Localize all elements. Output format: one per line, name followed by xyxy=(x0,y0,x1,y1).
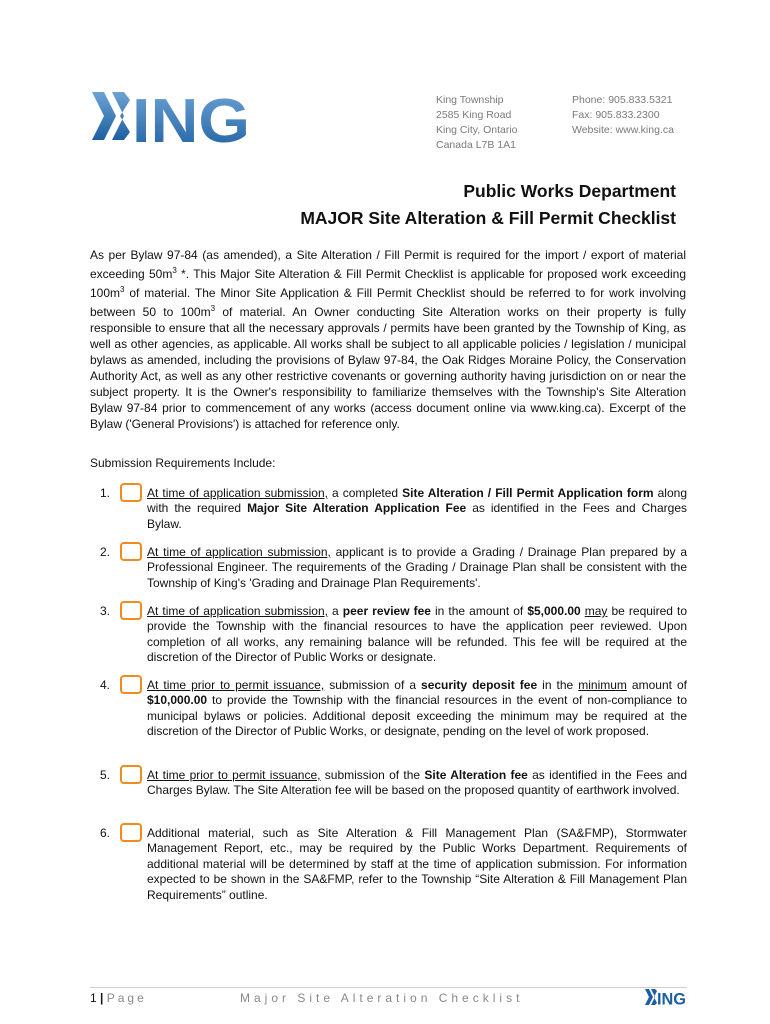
item-number: 1. xyxy=(100,486,111,500)
item-number: 5. xyxy=(100,768,111,782)
address-block xyxy=(436,93,518,153)
intro-paragraph: As per Bylaw 97-84 (as amended), a Site Alteration / Fill Permit is required for the import / export of material exceeding $50m^3$ *. This Major Site Alteration & Fill Permit Checklist is applicable for proposed work exceeding $100m^3$ of material. The Minor Site Application & Fill Permit Checklist should be referred to for work involving between 50 to $100m^3$ of material. An Owner conducting Site Alteration works on their property is fully responsible to ensure that all the necessary approvals / permits have been granted by the Township of King, as well as other agencies, as applicable. All works shall be subject to all applicable policies / legislation / municipal bylaws as amended, including the provisions of Bylaw 97-84, the Oak Ridges Moraine Policy, the Conservation Authority Act, as well as any other restrictive covenants or governing authority having jurisdiction on or near the subject property. It is the Owner's responsibility to familiarize themselves with the Township's Site Alteration Bylaw 97-84 prior to commencement of any works (access document online via www.king.ca). Excerpt of the Bylaw ('General Provisions') is attached for reference only. xyxy=(90,248,686,431)
address-line: King Township xyxy=(436,94,504,106)
item-text: At time prior to permit issuance, submission of the Site Alteration fee as identified in the Fees and Charges Bylaw. The Site Alteration fee will be based on the proposed quantity of earthwork involved. xyxy=(147,768,687,798)
address-line: King City, Ontario xyxy=(436,124,518,136)
department-title: Public Works Department xyxy=(463,181,676,201)
item-text: At time of application submission, a peer review fee in the amount of $5,000.00 may be required to provide the Township with the financial resources to have the application peer reviewed. Upon completion of all works, any remaining balance will be refunded. This fee will be required at the discretion of the Director of Public Works or designate. xyxy=(147,604,687,665)
item-text: At time of application submission, a completed Site Alteration / Fill Permit Application form along with the required Major Site Alteration Application Fee as identified in the Fees and Charges Bylaw. xyxy=(147,486,687,531)
item-text: Additional material, such as Site Alteration & Fill Management Plan (SA&FMP), Stormwater Management Report, etc., may be required by the Public Works Department. Requirements of additional material will be determined by staff at the time of application submission. For information expected to be shown in the SA&FMP, refer to the Township “Site Alteration & Fill Management Plan Requirements” outline. xyxy=(147,826,687,902)
checkbox[interactable] xyxy=(120,542,142,561)
item-text: At time prior to permit issuance, submission of a security deposit fee in the minimum amount of $10,000.00 to provide the Township with the financial resources in the event of non-compliance to municipal bylaws or policies. Additional deposit exceeding the minimum may be required at the discretion of the Director of Public Works, or designate, pending on the level of work proposed. xyxy=(147,678,687,739)
checklist-title: MAJOR Site Alteration & Fill Permit Checklist xyxy=(300,208,676,228)
item-number: 3. xyxy=(100,604,111,618)
item-text: At time of application submission, applicant is to provide a Grading / Drainage Plan prepared by a Professional Engineer. The requirements of the Grading / Drainage Plan shall be consistent with the Township of King's 'Grading and Drainage Plan Requirements'. xyxy=(147,545,687,590)
address-line: Canada L7B 1A1 xyxy=(436,139,516,151)
phone-line: Phone: 905.833.5321 xyxy=(572,94,673,106)
item-number: 2. xyxy=(100,545,111,559)
footer-doc-title: Major Site Alteration Checklist xyxy=(240,991,524,1005)
page-number: 1 | Page xyxy=(90,991,147,1005)
item-number: 4. xyxy=(100,678,111,692)
checkbox[interactable] xyxy=(120,765,142,784)
king-logo xyxy=(90,88,254,152)
website-line: Website: www.king.ca xyxy=(572,124,674,136)
checkbox[interactable] xyxy=(120,823,142,842)
checkbox[interactable] xyxy=(120,675,142,694)
svg-text:ING: ING xyxy=(657,989,686,1006)
svg-text:ING: ING xyxy=(132,88,250,152)
footer-divider xyxy=(90,987,687,988)
address-line: 2585 King Road xyxy=(436,109,512,121)
checkbox[interactable] xyxy=(120,483,142,502)
item-number: 6. xyxy=(100,826,111,840)
contact-block xyxy=(572,93,674,138)
footer-king-logo xyxy=(645,988,687,1006)
requirements-heading: Submission Requirements Include: xyxy=(90,456,276,470)
checkbox[interactable] xyxy=(120,601,142,620)
fax-line: Fax: 905.833.2300 xyxy=(572,109,660,121)
